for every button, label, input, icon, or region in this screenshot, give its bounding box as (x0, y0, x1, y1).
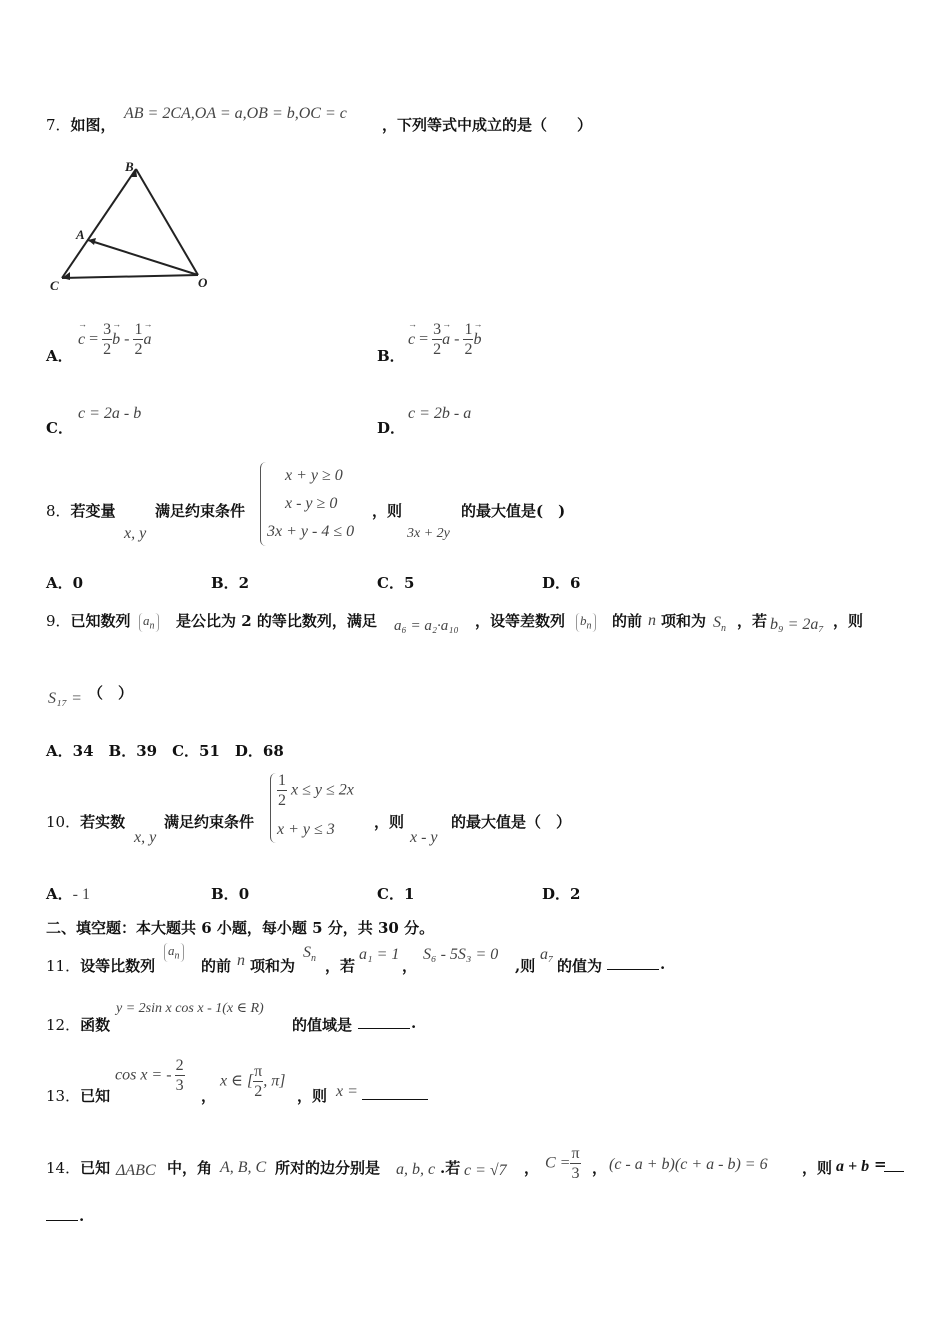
q13-t1: 已知 (80, 1087, 111, 1105)
q10-target: x - y (410, 829, 438, 846)
q7-option-D-expr[interactable]: c = 2b - a (408, 405, 472, 422)
q14-answer-blank-part1[interactable] (884, 1157, 904, 1172)
q8-mid: 满足约束条件 (155, 502, 246, 520)
q11-t6: 的值为 (557, 957, 603, 975)
q9-seq-a: $a_n$ (139, 612, 159, 632)
q7-option-A-letter[interactable]: A． (46, 347, 73, 365)
q7-lead: 如图， (70, 116, 116, 134)
q8-constraint-2: x - y ≥ 0 (285, 495, 338, 512)
segment-CO (62, 275, 198, 278)
q9-seq-b: $b_n$ (576, 612, 596, 632)
minus-sign: - (450, 330, 464, 348)
q8-vars: x, y (124, 525, 147, 542)
q11-number: 11． (46, 957, 81, 975)
q11-stem (46, 955, 155, 976)
q14-ask: a + b (836, 1158, 870, 1175)
q9-t5: 项和为 (661, 612, 707, 630)
eq-sign: = (415, 330, 433, 348)
q12-answer-blank[interactable] (358, 1014, 410, 1029)
q7-option-B-letter[interactable]: B． (377, 347, 405, 365)
q13-stem (46, 1085, 110, 1106)
q9-cond2: b₉ = 2a₇ (770, 616, 824, 633)
q14-product: (c - a + b)(c + a - b) = 6 (609, 1156, 768, 1173)
vec-a: → a (143, 331, 151, 349)
q13-ask: x = (336, 1083, 358, 1100)
vec-c: → c (78, 331, 85, 349)
q9-t1: 已知数列 (70, 612, 131, 630)
q7-option-D-letter[interactable]: D． (377, 419, 406, 437)
label-C: C (50, 278, 59, 293)
q10-mid: 满足约束条件 (164, 813, 255, 831)
segment-CB (62, 169, 136, 278)
fraction: $\frac{\pi}{3}$ (571, 1145, 580, 1182)
q11-a7: a₇ (540, 946, 554, 963)
q7-condition: AB = 2CA,OA = a,OB = b,OC = c (124, 105, 347, 122)
q11-end: . (660, 955, 666, 973)
q10-constraint-1: $\frac{1}{2}$ x ≤ y ≤ 2x (278, 772, 354, 809)
label-B: B (125, 159, 134, 174)
q12-func: y = 2sin x cos x - 1(x ∈ R) (116, 1001, 264, 1016)
q14-end: . (79, 1207, 85, 1225)
eq-sign: = (85, 330, 103, 348)
q9-ask-paren: （ ） (88, 684, 134, 702)
q14-t3: 所对的边分别是 (275, 1159, 381, 1177)
fraction: $\frac{\pi}{2}$ (254, 1063, 263, 1100)
vec-c: → c (408, 331, 415, 349)
q12-stem (46, 1014, 110, 1035)
q9-t3: ，设等差数列 (475, 612, 566, 630)
section-heading: 二、填空题：本大题共 6 小题，每小题 5 分，共 30 分。 (46, 919, 435, 937)
q10-option-C[interactable]: C．1 (377, 885, 415, 903)
q8-option-C[interactable]: C．5 (377, 574, 415, 592)
q7-tail: ，下列等式中成立的是（ ） (382, 116, 593, 134)
vec-a: → a (442, 331, 450, 349)
fraction: $\frac{1}{2}$ (464, 321, 473, 358)
q13-cos: cos x = - $\frac{2}{3}$ (115, 1057, 184, 1094)
q10-constraint-system (270, 773, 354, 843)
q9-t4: 的前 (612, 612, 643, 630)
q14-number: 14． (46, 1159, 81, 1177)
q8-number: 8． (46, 502, 71, 520)
minus-sign: - (120, 330, 134, 348)
q9-t7: ，则 (833, 612, 864, 630)
q7-number: 7． (46, 116, 71, 134)
q10-vars: x, y (134, 829, 157, 846)
q14-c-eq: c = √7 (464, 1162, 507, 1179)
vec-b: → b (112, 331, 120, 349)
q14-answer-blank-part2[interactable] (46, 1206, 78, 1221)
q8-option-D[interactable]: D．6 (542, 574, 581, 592)
q8-constraint-system (260, 462, 354, 546)
q11-t1: 设等比数列 (80, 957, 156, 975)
q9-number: 9． (46, 612, 71, 630)
q10-lead: 若实数 (80, 813, 126, 831)
q8-constraint-1: x + y ≥ 0 (285, 467, 343, 484)
q9-cond1: a₆ = a₂·a₁₀ (394, 618, 459, 634)
fraction: $\frac{3}{2}$ (103, 321, 112, 358)
q9-n: n (648, 612, 656, 629)
q10-option-D[interactable]: D．2 (542, 885, 581, 903)
q8-option-B[interactable]: B．2 (211, 574, 250, 592)
q7-option-C-letter[interactable]: C． (46, 419, 73, 437)
q13-range: x ∈ [ $\frac{\pi}{2}$ , π] (220, 1063, 286, 1100)
q14-t4: .若 (440, 1159, 461, 1177)
q7-option-B-expr[interactable] (408, 322, 481, 358)
q11-Sn: $S_n$ (303, 944, 316, 965)
q11-t5: ,则 (515, 957, 536, 975)
fraction: $\frac{2}{3}$ (175, 1057, 184, 1094)
q10-then: ，则 (374, 813, 405, 831)
label-A: A (76, 227, 85, 242)
q11-c2: S₆ - 5S₃ = 0 (423, 946, 499, 963)
q8-then: ，则 (372, 502, 403, 520)
fraction: $\frac{1}{2}$ (134, 321, 143, 358)
q8-stem-lead (46, 500, 116, 521)
q12-number: 12． (46, 1016, 81, 1034)
q8-lead: 若变量 (70, 502, 116, 520)
q13-answer-blank[interactable] (362, 1085, 428, 1100)
q11-seq: $a_n$ (164, 942, 184, 962)
q11-t3: 项和为 (250, 957, 296, 975)
q13-t2: ，则 (297, 1087, 328, 1105)
q14-eq: = (874, 1155, 887, 1173)
q14-t5: ，则 (802, 1159, 833, 1177)
fraction: $\frac{3}{2}$ (433, 321, 442, 358)
q14-triangle: ΔABC (116, 1162, 156, 1179)
fraction: $\frac{1}{2}$ (278, 772, 286, 809)
q12-t1: 函数 (80, 1016, 111, 1034)
q9-t2: 是公比为 2 的等比数列，满足 (176, 612, 377, 630)
q9-options[interactable]: A．34 B．39 C．51 D．68 (46, 742, 284, 760)
label-O: O (198, 275, 208, 290)
q11-t2: 的前 (201, 957, 232, 975)
q11-t4: ，若 (325, 957, 356, 975)
q9-ask-lhs: S₁₇ = (48, 690, 82, 707)
q10-option-B[interactable]: B．0 (211, 885, 250, 903)
q14-comma2: ， (592, 1159, 608, 1177)
q14-sides: a, b, c (396, 1161, 436, 1178)
q10-option-A[interactable]: A．- 1 (46, 885, 90, 903)
q14-C-eq: C = $\frac{\pi}{3}$ (545, 1145, 580, 1182)
q10-number: 10． (46, 813, 81, 831)
q14-angles: A, B, C (220, 1159, 267, 1176)
q8-target: 3x + 2y (407, 526, 450, 541)
q9-t6: ，若 (737, 612, 768, 630)
q14-t2: 中，角 (167, 1159, 213, 1177)
q14-stem (46, 1157, 110, 1178)
q11-n: n (237, 952, 245, 969)
q7-option-A-expr[interactable] (78, 322, 151, 358)
q8-option-A[interactable]: A．0 (46, 574, 84, 592)
q8-constraint-3: 3x + y - 4 ≤ 0 (267, 523, 355, 540)
q13-comma: ， (201, 1087, 217, 1105)
q8-tail: 的最大值是( ) (461, 502, 566, 520)
q14-t1: 已知 (80, 1159, 111, 1177)
q10-stem-lead (46, 811, 125, 832)
q7-stem (46, 114, 116, 135)
q14-comma: ， (524, 1159, 540, 1177)
q11-c1: a₁ = 1 (359, 946, 400, 963)
q11-answer-blank[interactable] (607, 955, 659, 970)
q7-option-C-expr[interactable]: c = 2a - b (78, 405, 142, 422)
q12-t2: 的值域是 (292, 1016, 353, 1034)
q9-stem-line1 (46, 610, 131, 631)
q10-constraint-2: x + y ≤ 3 (277, 821, 335, 838)
q12-end: . (411, 1014, 417, 1032)
q13-number: 13． (46, 1087, 81, 1105)
q7-triangle-figure (40, 155, 220, 295)
vec-b: → b (473, 331, 481, 349)
q10-tail: 的最大值是（ ） (451, 813, 572, 831)
q9-Sn: $S_n$ (713, 614, 726, 635)
q11-comma: ， (402, 957, 418, 975)
